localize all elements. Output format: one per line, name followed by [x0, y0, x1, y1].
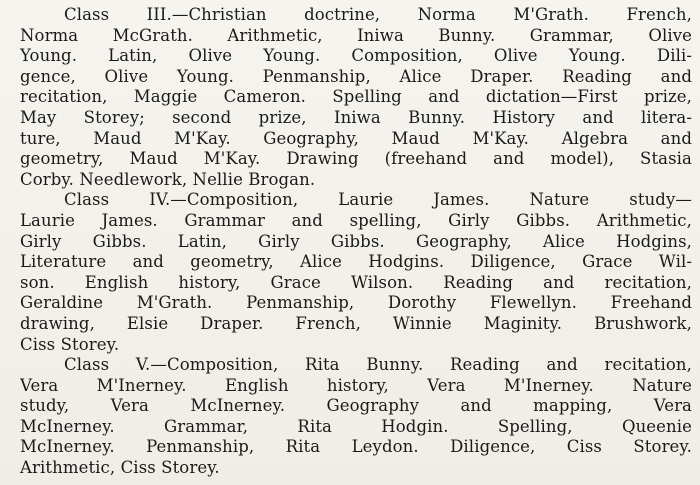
text-line: Norma McGrath. Arithmetic, Iniwa Bunny. Grammar, Olive — [20, 25, 692, 45]
text-line: Class III.—Christian doctrine, Norma M'Grath. French, — [64, 5, 692, 24]
text-line: McInerney. Penmanship, Rita Leydon. Diligence, Ciss Storey. — [20, 437, 692, 457]
paragraph-class-iii — [20, 5, 692, 190]
text-line: geometry, Maud M'Kay. Drawing (freehand and model), Stasia — [20, 149, 692, 169]
text-line: Arithmetic, Ciss Storey. — [20, 458, 220, 478]
text-line: study, Vera McInerney. Geography and mapping, Vera — [20, 396, 692, 416]
text-line: Girly Gibbs. Latin, Girly Gibbs. Geography, Alice Hodgins, — [20, 231, 692, 251]
text-line: Geraldine M'Grath. Penmanship, Dorothy Flewellyn. Freehand — [20, 293, 692, 313]
text-line: drawing, Elsie Draper. French, Winnie Maginity. Brushwork, — [20, 313, 692, 333]
paragraph-class-v — [20, 355, 692, 479]
text-line: Ciss Storey. — [20, 334, 120, 354]
prize-list-text — [20, 5, 692, 479]
text-line: ture, Maud M'Kay. Geography, Maud M'Kay. Algebra and — [20, 128, 692, 148]
text-line: May Storey; second prize, Iniwa Bunny. History and litera- — [20, 107, 692, 127]
text-line: Class IV.—Composition, Laurie James. Nature study— — [64, 190, 692, 210]
text-line: Literature and geometry, Alice Hodgins. Diligence, Grace Wil- — [20, 252, 692, 272]
text-line: Corby. Needlework, Nellie Brogan. — [20, 169, 316, 189]
text-line: recitation, Maggie Cameron. Spelling and dictation—First prize, — [20, 87, 692, 107]
paragraph-class-iv — [20, 190, 692, 355]
text-line: son. English history, Grace Wilson. Reading and recitation, — [20, 272, 692, 292]
text-line: Vera M'Inerney. English history, Vera M'Inerney. Nature — [20, 375, 692, 395]
text-line: Laurie James. Grammar and spelling, Girly Gibbs. Arithmetic, — [20, 210, 692, 230]
text-line: gence, Olive Young. Penmanship, Alice Draper. Reading and — [20, 66, 692, 86]
text-line: Young. Latin, Olive Young. Composition, Olive Young. Dili- — [20, 46, 692, 66]
text-line: McInerney. Grammar, Rita Hodgin. Spelling, Queenie — [20, 416, 692, 436]
text-line: Class V.—Composition, Rita Bunny. Reading and recitation, — [64, 355, 692, 375]
